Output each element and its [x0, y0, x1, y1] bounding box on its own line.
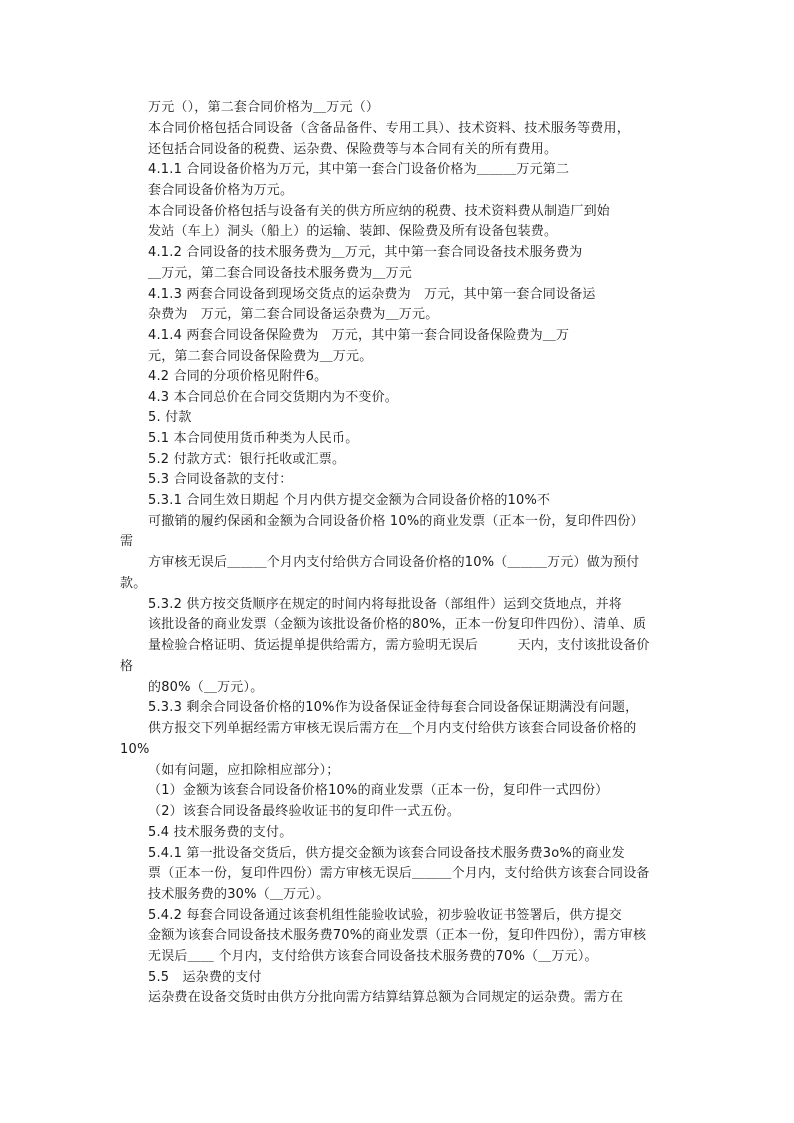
text-line: 票（正本一份，复印件四份）需方审核无误后＿＿＿个月内，支付给供方该套合同设备: [148, 866, 650, 881]
text-line: 4.1.3 两套合同设备到现场交货点的运杂费为 万元，其中第一套合同设备运: [148, 287, 596, 302]
text-line: 4.1.4 两套合同设备保险费为 万元，其中第一套合同设备保险费为＿万: [148, 328, 570, 343]
text-line: 4.1.2 合同设备的技术服务费为＿万元，其中第一套合同设备技术服务费为: [148, 245, 583, 260]
text-line: 杂费为 万元，第二套合同设备运杂费为＿万元。: [148, 307, 439, 322]
text-line: 5.3 合同设备款的支付：: [148, 472, 293, 487]
text-line: 款。: [120, 576, 147, 591]
text-line: 本合同设备价格包括与设备有关的供方所应纳的税费、技术资料费从制造厂到始: [148, 204, 611, 219]
text-line: 5.4 技术服务费的支付。: [148, 825, 293, 840]
text-line: 格: [120, 659, 134, 674]
text-line: 5.3.2 供方按交货顺序在规定的时间内将每批设备（部组件）运到交货地点，并将: [148, 597, 623, 612]
text-line: ＿万元，第二套合同设备技术服务费为＿万元: [148, 266, 413, 281]
text-line: 5.3.3 剩余合同设备价格的10%作为设备保证金待每套合同设备保证期满没有问题，: [148, 700, 639, 715]
text-line: 运杂费在设备交货时由供方分批向需方结算结算总额为合同规定的运杂费。需方在: [148, 990, 624, 1005]
text-line: 5. 付款: [148, 410, 192, 425]
text-line: 5.4.2 每套合同设备通过该套机组性能验收试验，初步验收证书签署后，供方提交: [148, 908, 623, 923]
text-line: 5.2 付款方式：银行托收或汇票。: [148, 452, 346, 467]
text-line: （2）该套合同设备最终验收证书的复印件一式五份。: [148, 804, 461, 819]
text-line: 发站（车上）洞头（船上）的运输、装卸、保险费及所有设备包装费。: [148, 224, 558, 239]
text-line: 方审核无误后＿＿＿个月内支付给供方合同设备价格的10%（＿＿＿万元）做为预付: [148, 555, 640, 570]
text-line: （如有问题，应扣除相应部分）；: [148, 763, 340, 778]
text-line: 金额为该套合同设备技术服务费70%的商业发票（正本一份，复印件四份），需方审核: [148, 928, 647, 943]
text-line: 4.1.1 合同设备价格为万元，其中第一套合门设备价格为＿＿＿万元第二: [148, 162, 570, 177]
text-line: 4.2 合同的分项价格见附件6。: [148, 369, 328, 384]
text-line: 本合同价格包括合同设备（含备品备件、专用工具）、技术资料、技术服务等费用，: [148, 121, 630, 136]
text-line: 还包括合同设备的税费、运杂费、保险费等与本合同有关的所有费用。: [148, 142, 558, 157]
text-line: 元，第二套合同设备保险费为＿万元。: [148, 349, 373, 364]
text-line: 5.1 本合同使用货币种类为人民币。: [148, 431, 359, 446]
text-line: 5.5 运杂费的支付: [148, 970, 262, 985]
text-line: 10%: [120, 742, 150, 757]
text-line: 5.4.1 第一批设备交货后，供方提交金额为该套合同设备技术服务费3o%的商业发: [148, 846, 625, 861]
text-line: 5.3.1 合同生效日期起 个月内供方提交金额为合同设备价格的10%不: [148, 493, 551, 508]
text-line: 量检验合格证明、货运提单提供给需方，需方验明无误后 天内，支付该批设备价: [148, 638, 650, 653]
text-line: 无误后＿＿ 个月内，支付给供方该套合同设备技术服务费的70%（＿万元）。: [148, 949, 598, 964]
text-line: （1）金额为该套合同设备价格10%的商业发票（正本一份，复印件一式四份）: [148, 783, 609, 798]
text-line: 供方报交下列单据经需方审核无误后需方在＿个月内支付给供方该套合同设备价格的: [148, 721, 637, 736]
text-line: 套合同设备价格为万元。: [148, 183, 294, 198]
text-line: 需: [120, 534, 134, 549]
text-line: 该批设备的商业发票（金额为该批设备价格的80%，正本一份复印件四份）、清单、质: [148, 617, 647, 632]
text-line: 4.3 本合同总价在合同交货期内为不变价。: [148, 390, 399, 405]
text-line: 可撤销的履约保函和金额为合同设备价格 10%的商业发票（正本一份，复印件四份）: [148, 514, 644, 529]
text-line: 技术服务费的30%（＿万元）。: [148, 887, 330, 902]
text-line: 万元（），第二套合同价格为＿万元（）: [148, 100, 380, 115]
text-line: 的80%（＿万元）。: [148, 680, 264, 695]
